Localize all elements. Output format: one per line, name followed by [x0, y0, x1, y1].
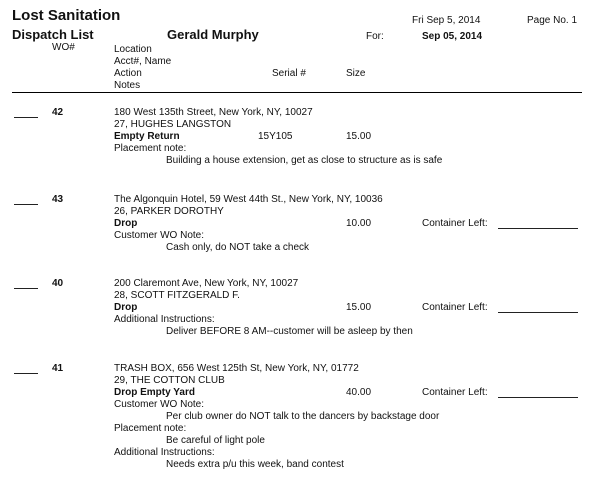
container-left-blank — [498, 397, 578, 398]
entry-action: Drop — [114, 218, 138, 229]
report-title: Dispatch List — [12, 27, 94, 42]
check-blank — [14, 288, 38, 289]
entry-serial: 15Y105 — [258, 131, 293, 142]
note-label: Placement note: — [114, 423, 187, 434]
entry-acct: 29, THE COTTON CLUB — [114, 375, 225, 386]
wo-number: 40 — [52, 278, 64, 289]
container-left-label: Container Left: — [422, 218, 488, 229]
wo-number: 43 — [52, 194, 64, 205]
wo-number: 41 — [52, 363, 64, 374]
header-divider — [12, 92, 582, 93]
entry-action: Empty Return — [114, 131, 180, 142]
note-text: Building a house extension, get as close to structure as is safe — [166, 155, 443, 166]
entry-acct: 26, PARKER DOROTHY — [114, 206, 224, 217]
column-header-acct: Acct#, Name — [114, 56, 172, 67]
note-label: Additional Instructions: — [114, 447, 215, 458]
column-header-notes: Notes — [114, 80, 141, 91]
entry-size: 40.00 — [346, 387, 372, 398]
note-text: Be careful of light pole — [166, 435, 265, 446]
container-left-label: Container Left: — [422, 302, 488, 313]
entry-action: Drop — [114, 302, 138, 313]
column-header-wo: WO# — [52, 42, 75, 53]
entry-address: 200 Claremont Ave, New York, NY, 10027 — [114, 278, 299, 289]
entry-address: TRASH BOX, 656 West 125th St, New York, NY, 01772 — [114, 363, 359, 374]
entry-size: 15.00 — [346, 131, 372, 142]
column-header-action: Action — [114, 68, 142, 79]
note-text: Per club owner do NOT talk to the dancers by backstage door — [166, 411, 440, 422]
print-date: Fri Sep 5, 2014 — [412, 15, 481, 26]
note-label: Additional Instructions: — [114, 314, 215, 325]
container-left-blank — [498, 312, 578, 313]
note-text: Deliver BEFORE 8 AM--customer will be asleep by then — [166, 326, 413, 337]
entry-address: The Algonquin Hotel, 59 West 44th St., New York, NY, 10036 — [114, 194, 383, 205]
check-blank — [14, 204, 38, 205]
note-label: Placement note: — [114, 143, 187, 154]
entry-acct: 27, HUGHES LANGSTON — [114, 119, 232, 130]
page-number: Page No. 1 — [527, 15, 578, 26]
note-label: Customer WO Note: — [114, 230, 205, 241]
column-header-location: Location — [114, 44, 152, 55]
note-label: Customer WO Note: — [114, 399, 205, 410]
check-blank — [14, 117, 38, 118]
entry-size: 10.00 — [346, 218, 372, 229]
wo-number: 42 — [52, 107, 64, 118]
container-left-blank — [498, 228, 578, 229]
check-blank — [14, 373, 38, 374]
driver-name: Gerald Murphy — [167, 27, 259, 42]
column-header-size: Size — [346, 68, 366, 79]
entry-action: Drop Empty Yard — [114, 387, 195, 398]
note-text: Cash only, do NOT take a check — [166, 242, 310, 253]
entry-acct: 28, SCOTT FITZGERALD F. — [114, 290, 240, 301]
column-header-serial: Serial # — [272, 68, 306, 79]
for-label: For: — [366, 31, 384, 42]
company-name: Lost Sanitation — [12, 7, 121, 24]
note-text: Needs extra p/u this week, band contest — [166, 459, 344, 470]
entry-size: 15.00 — [346, 302, 372, 313]
for-date: Sep 05, 2014 — [422, 31, 483, 42]
container-left-label: Container Left: — [422, 387, 488, 398]
entry-address: 180 West 135th Street, New York, NY, 10027 — [114, 107, 313, 118]
